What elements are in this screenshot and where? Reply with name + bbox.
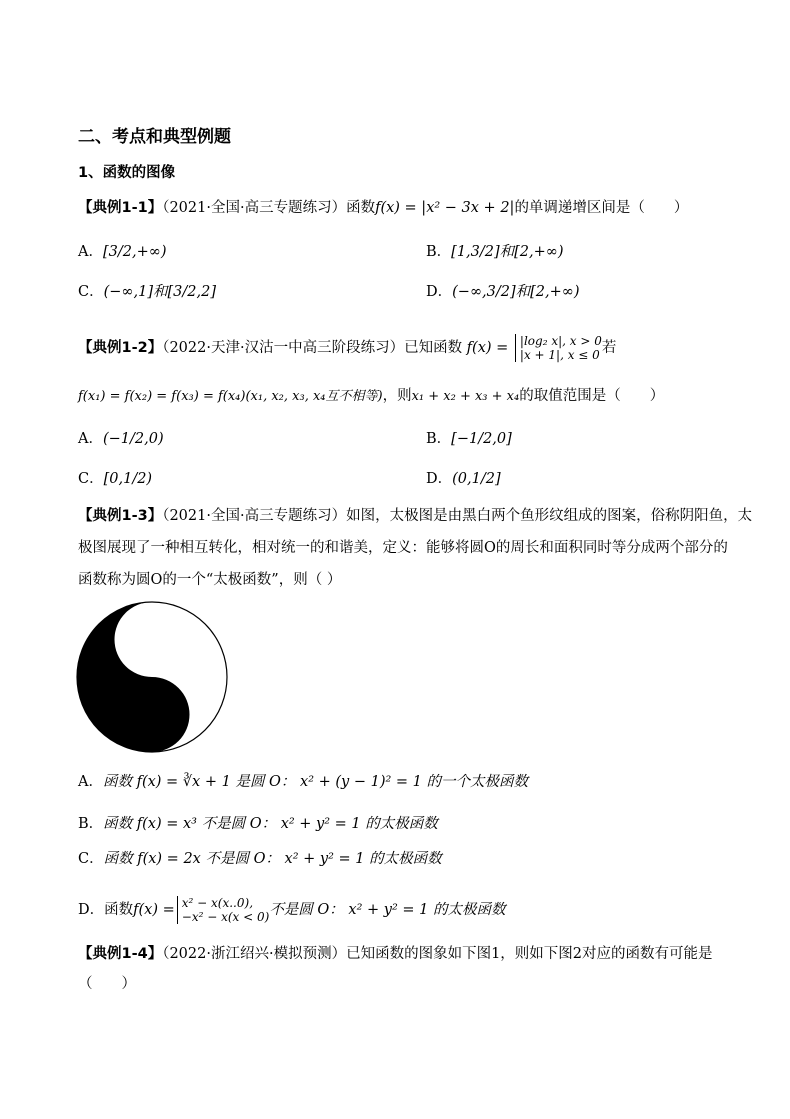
option-b: 函数 f(x) = x³ 不是圆 O： x² + y² = 1 的太极函数 (103, 816, 438, 832)
example-source: （2021·全国·高三专题练习） (162, 508, 347, 524)
example-1-3-option-a (78, 772, 528, 792)
option-b: [−1/2,0] (451, 431, 512, 447)
example-1-4-line2: （ ） (78, 976, 136, 992)
example-1-3-line1 (78, 506, 752, 526)
example-1-1-stem (78, 198, 688, 218)
example-1-3-option-c (78, 849, 442, 869)
example-source: （2022·浙江绍兴·模拟预测） (162, 946, 347, 962)
stem-text: 已知函数 (404, 340, 463, 356)
option-label: B． (78, 816, 104, 832)
option-c: 函数 f(x) = 2x 不是圆 O： x² + y² = 1 的太极函数 (103, 851, 442, 867)
option-d: (0,1/2] (452, 471, 501, 487)
option-label: B． (426, 431, 452, 447)
option-d: 不是圆 O： x² + y² = 1 的太极函数 (269, 902, 506, 918)
piece-2: |x + 1|, x ≤ 0 (519, 348, 600, 362)
example-1-1-options-ab (78, 242, 564, 262)
stem-text: ，则 (382, 388, 412, 404)
stem-text: 函数 (346, 200, 376, 216)
equation: f(x₁) = f(x₂) = f(x₃) = f(x₄)(x₁, x₂, x₃, x₄互不相等) (78, 389, 383, 404)
taiji-yin-yang-figure (76, 601, 228, 753)
example-tag: 【典例1-1】 (78, 200, 163, 216)
option-label: D． (78, 902, 105, 918)
option-a: (−1/2,0) (102, 431, 164, 447)
example-1-1-options-cd (78, 282, 580, 302)
example-source: （2022·天津·汉沽一中高三阶段练习） (162, 340, 405, 356)
example-1-2-options-cd (78, 469, 501, 489)
example-1-4-line1 (78, 944, 713, 964)
stem-text: 若 (601, 340, 617, 356)
piecewise-function (515, 334, 602, 362)
option-label: A． (78, 774, 103, 790)
option-c: (−∞,1]和[3/2,2] (103, 284, 216, 300)
piece-2: −x² − x(x < 0) (181, 910, 270, 924)
example-1-2-stem: 【典例1-2】（2022·天津·汉沽一中高三阶段练习）已知函数 f(x) = |log₂ x|, x > 0 |x + 1|, x ≤ 0 若 (78, 334, 617, 362)
option-label: D． (426, 471, 453, 487)
option-a: 函数 f(x) = ∛x + 1 是圆 O： x² + (y − 1)² = 1 的一个太极函数 (102, 774, 529, 790)
stem-text: 的取值范围是（ ） (519, 388, 665, 404)
example-1-3-line3: 函数称为圆O的一个“太极函数”，则（ ） (78, 572, 342, 588)
stem-text: 如图，太极图是由黑白两个鱼形纹组成的图案，俗称阴阳鱼，太 (346, 508, 753, 524)
example-1-2-line2 (78, 386, 664, 407)
example-source: （2021·全国·高三专题练习） (162, 200, 347, 216)
example-tag: 【典例1-3】 (78, 508, 163, 524)
option-label: A． (78, 244, 103, 260)
example-1-3-line2: 极图展现了一种相互转化，相对统一的和谐美，定义：能够将圆O的周长和面积同时等分成两个部分的 (78, 540, 728, 556)
example-1-3-option-d (78, 896, 505, 924)
section-title: 二、考点和典型例题 (78, 127, 231, 147)
option-label: C． (78, 851, 104, 867)
option-label: A． (78, 431, 103, 447)
sum-expression: x₁ + x₂ + x₃ + x₄ (411, 389, 520, 404)
piecewise-function (177, 896, 270, 924)
piece-1: |log₂ x|, x > 0 (519, 334, 602, 348)
example-tag: 【典例1-2】 (78, 340, 163, 356)
option-label: C． (78, 471, 104, 487)
function-formula: f(x) = (133, 902, 175, 918)
piece-1: x² − x(x..0), (181, 896, 254, 910)
example-1-3-option-b (78, 814, 438, 834)
stem-text: 已知函数的图象如下图1，则如下图2对应的函数有可能是 (346, 946, 713, 962)
option-a: [3/2,+∞) (102, 244, 167, 260)
option-label: C． (78, 284, 104, 300)
subsection-title: 1、函数的图像 (78, 165, 176, 181)
option-label: D． (426, 284, 453, 300)
stem-text: 函数 (104, 902, 134, 918)
option-d: (−∞,3/2]和[2,+∞) (452, 284, 580, 300)
option-b: [1,3/2]和[2,+∞) (451, 244, 564, 260)
example-tag: 【典例1-4】 (78, 946, 163, 962)
option-label: B． (426, 244, 452, 260)
example-1-2-options-ab (78, 429, 512, 449)
option-c: [0,1/2) (103, 471, 153, 487)
stem-text: 的单调递增区间是（ ） (514, 200, 689, 216)
function-formula: f(x) = |x² − 3x + 2| (375, 200, 515, 216)
